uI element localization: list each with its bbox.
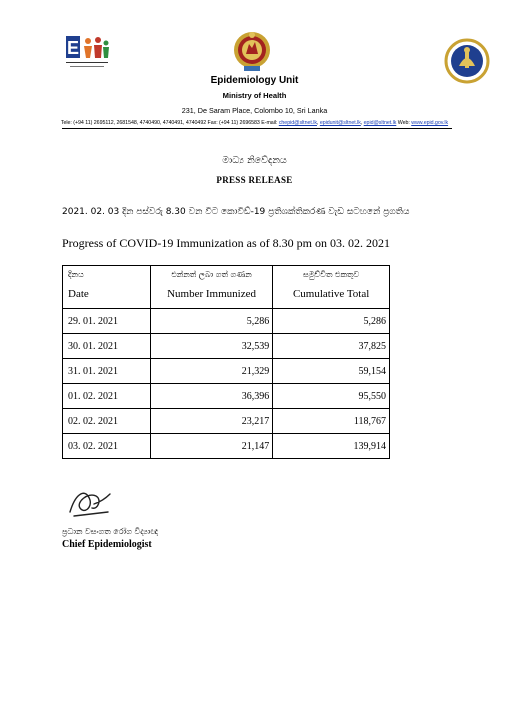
cumulative-cell: 118,767 [273, 409, 390, 434]
progress-heading-sinhala: 2021. 02. 03 දින පස්වරු 8.30 වන විට කොවිඩ්-19 ප්‍රතිශක්තිකරණ වැඩ සටහනේ ප්‍රගතිය [62, 207, 410, 217]
column-header-si: දිනය [68, 270, 84, 279]
column-header-date [63, 266, 151, 309]
table-row [63, 384, 390, 409]
cumulative-cell: 59,154 [273, 359, 390, 384]
immunized-cell: 23,217 [150, 409, 272, 434]
immunized-cell: 21,329 [150, 359, 272, 384]
epidemiology-unit-logo-icon [64, 32, 110, 80]
immunized-cell: 21,147 [150, 434, 272, 459]
table-row [63, 409, 390, 434]
press-release-title: PRESS RELEASE [216, 175, 293, 185]
date-cell: 31. 01. 2021 [63, 359, 151, 384]
separator: , [360, 120, 364, 126]
header-divider [62, 128, 452, 129]
column-header-number-immunized [150, 266, 272, 309]
date-cell: 30. 01. 2021 [63, 334, 151, 359]
immunized-cell: 36,396 [150, 384, 272, 409]
ministry-name: Ministry of Health [222, 91, 287, 100]
signatory-title: Chief Epidemiologist [62, 539, 152, 550]
separator: , [316, 120, 320, 126]
immunized-cell: 32,539 [150, 334, 272, 359]
cumulative-cell: 95,550 [273, 384, 390, 409]
contact-prefix: Tele: (+94 11) 2695112, 2681548, 4740490, 4740491, 4740492 Fax: (+94 11) 2696583 E-mail: [60, 120, 279, 126]
cumulative-cell: 139,914 [273, 434, 390, 459]
column-header-si: සමුච්චිත එකතුව [303, 270, 360, 279]
address: 231, De Saram Place, Colombo 10, Sri Lanka [181, 106, 328, 115]
organization-name: Epidemiology Unit [210, 75, 299, 86]
cumulative-cell: 37,825 [273, 334, 390, 359]
column-header-en: Date [68, 288, 89, 300]
column-header-si: එන්නත් ලබා ගත් ගණන [171, 270, 252, 279]
date-cell: 02. 02. 2021 [63, 409, 151, 434]
email-link-1[interactable]: chepid@sltnet.lk [278, 120, 317, 126]
date-cell: 01. 02. 2021 [63, 384, 151, 409]
date-cell: 29. 01. 2021 [63, 309, 151, 334]
signature-icon [64, 482, 116, 522]
immunized-cell: 5,286 [150, 309, 272, 334]
contact-line [0, 120, 509, 126]
cumulative-cell: 5,286 [273, 309, 390, 334]
email-link-2[interactable]: epidunit@sltnet.lk [319, 120, 361, 126]
sri-lanka-emblem-icon [232, 30, 272, 72]
svg-text:E: E [67, 38, 80, 58]
table-row [63, 334, 390, 359]
web-label: Web: [396, 120, 412, 126]
column-header-en: Number Immunized [167, 288, 256, 300]
signatory-title-sinhala: ප්‍රධාන වසංගත රෝග විද්‍යාඥ [62, 527, 159, 536]
date-cell: 03. 02. 2021 [63, 434, 151, 459]
immunization-table [62, 265, 390, 459]
table-row [63, 309, 390, 334]
table-row [63, 434, 390, 459]
column-header-en: Cumulative Total [292, 288, 370, 300]
email-link-3[interactable]: epid@sltnet.lk [363, 120, 397, 126]
table-row [63, 359, 390, 384]
table-header-row [63, 266, 390, 309]
web-link[interactable]: www.epid.gov.lk [411, 120, 449, 126]
column-header-cumulative-total [273, 266, 390, 309]
press-release-title-sinhala: මාධ්‍ය නිවේදනය [222, 155, 287, 166]
progress-heading: Progress of COVID-19 Immunization as of 8.30 pm on 03. 02. 2021 [62, 236, 390, 250]
